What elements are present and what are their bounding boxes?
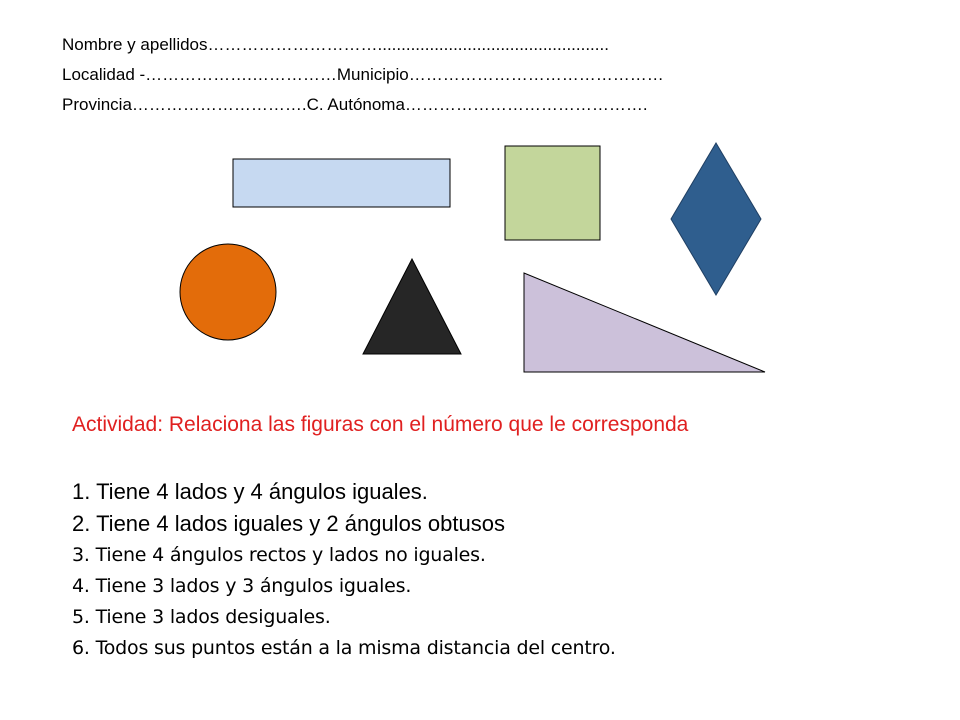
activity-title: Actividad: Relaciona las figuras con el número que le corresponda: [72, 413, 689, 436]
equilateral-triangle-shape: [363, 259, 461, 354]
province-field-line: Provincia………………………….C. Autónoma…………………………………….: [62, 95, 648, 114]
statement-6: 6. Todos sus puntos están a la misma distancia del centro.: [72, 637, 616, 659]
statement-5: 5. Tiene 3 lados desiguales.: [72, 606, 331, 628]
name-field-line: Nombre y apellidos………………………….................................................: [62, 35, 609, 54]
statements-list: [72, 476, 616, 664]
statement-3: 3. Tiene 4 ángulos rectos y lados no iguales.: [72, 544, 486, 566]
square-shape: [505, 146, 600, 240]
statement-2: 2. Tiene 4 lados iguales y 2 ángulos obtusos: [72, 511, 505, 536]
statement-4: 4. Tiene 3 lados y 3 ángulos iguales.: [72, 575, 412, 597]
circle-shape: [180, 244, 276, 340]
right-triangle-shape: [524, 273, 765, 372]
locality-field-line: Localidad -……………….……………Municipio………………………………………: [62, 65, 664, 84]
rectangle-shape: [233, 159, 450, 207]
rhombus-shape: [671, 143, 761, 295]
statement-1: 1. Tiene 4 lados y 4 ángulos iguales.: [72, 479, 428, 504]
